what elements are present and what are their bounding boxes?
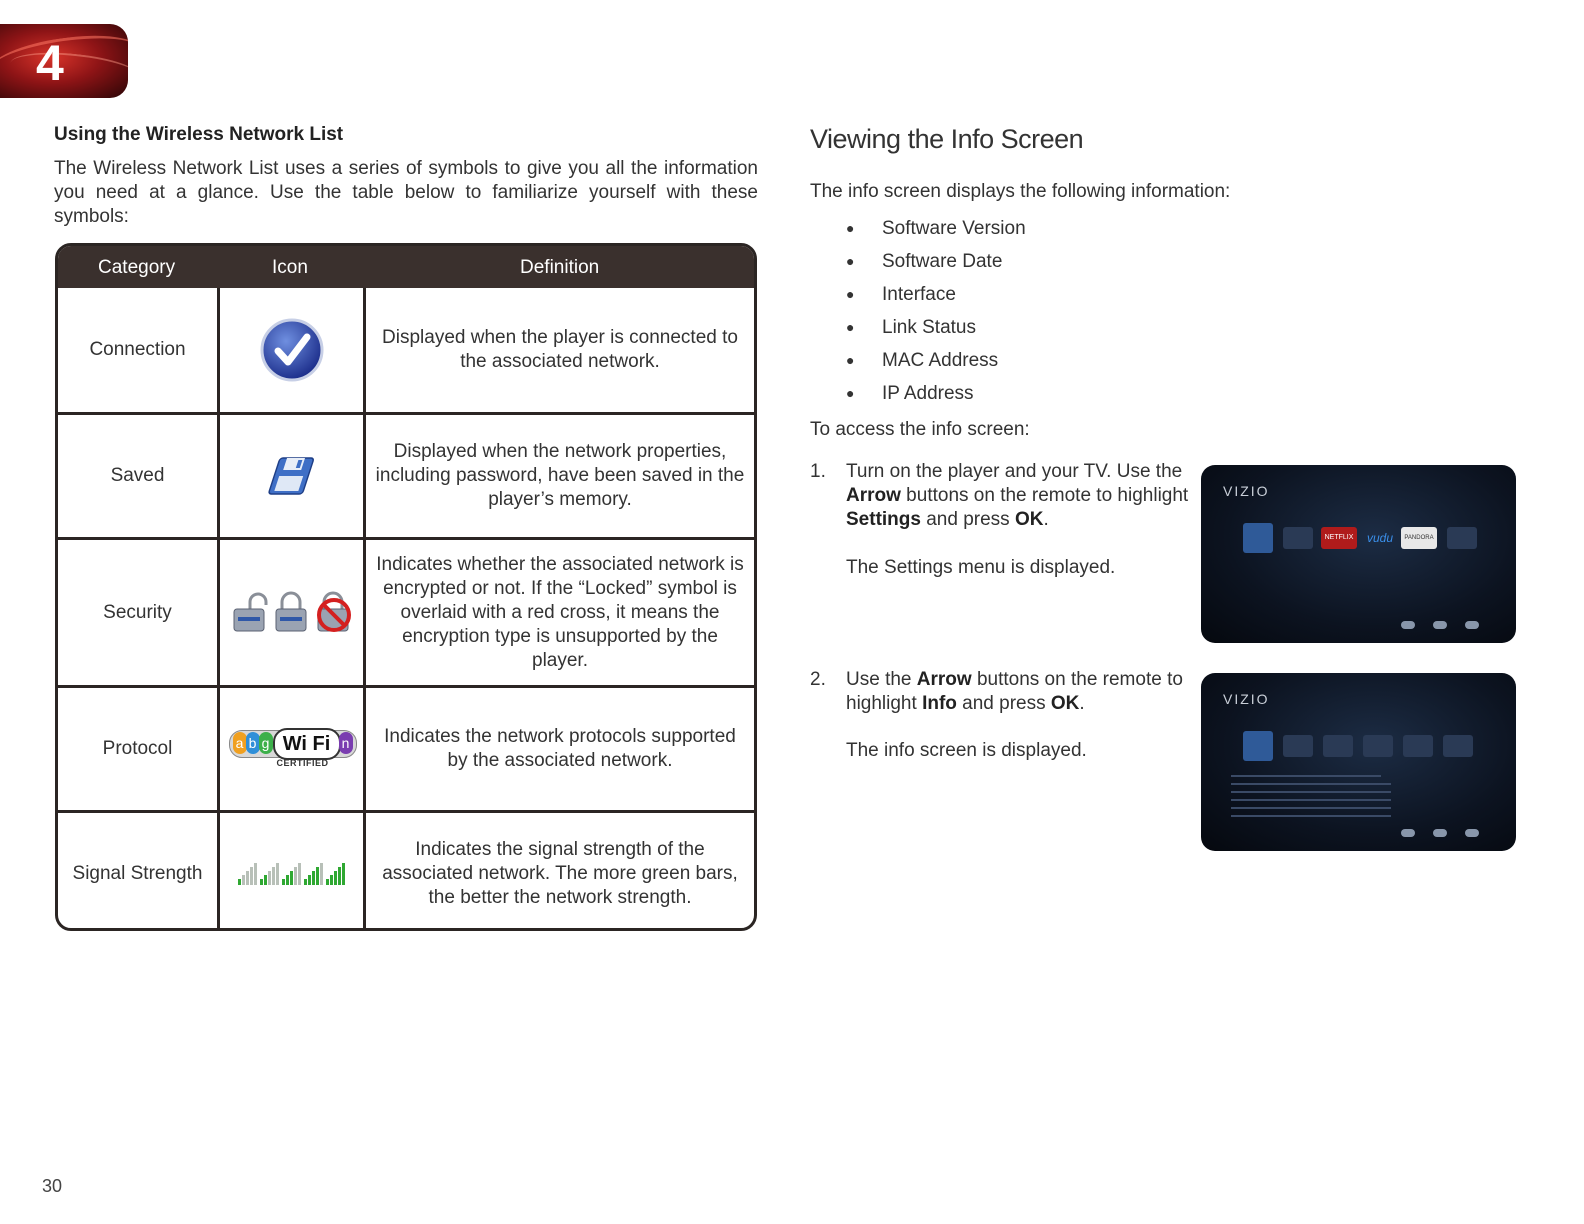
padlock-icons [220, 540, 363, 685]
vudu-tile: vudu [1366, 531, 1394, 545]
wifi-certified-icon [220, 688, 363, 810]
chapter-tab [0, 24, 128, 98]
row-definition: Indicates whether the associated network is encrypted or not. If the “Locked” symbol is overlaid with a red cross, it means the encryption type is unsupported by the player. [376, 553, 744, 671]
table-header [58, 246, 754, 288]
step-1-note: The Settings menu is displayed. [846, 557, 1116, 578]
row-definition: Displayed when the network properties, including password, have been saved in the player’s memory. [375, 441, 745, 510]
chapter-number: 4 [36, 35, 64, 91]
language-tile [1363, 735, 1393, 757]
info-line [1231, 807, 1391, 809]
remote-hint-icon [1465, 829, 1479, 837]
vizio-logo: VIZIO [1223, 483, 1270, 499]
access-instructions: To access the info screen: [810, 419, 1030, 440]
row-definition: Indicates the network protocols supported by the associated network. [384, 726, 736, 771]
info-line [1231, 791, 1391, 793]
info-line [1231, 783, 1391, 785]
section-heading: Using the Wireless Network List [54, 124, 344, 145]
table-row [58, 685, 754, 810]
page-number: 30 [42, 1176, 63, 1196]
step-number: 1. [810, 461, 826, 482]
display-tile [1283, 735, 1313, 757]
step-2-note: The info screen is displayed. [846, 740, 1087, 761]
wifi-letter-n: n [339, 732, 353, 754]
more-tile [1447, 527, 1477, 549]
media-tile [1283, 527, 1313, 549]
floppy-disk-icon [220, 415, 363, 537]
section-intro: The Wireless Network List uses a series of symbols to give you all the information you need at a glance. Use the table below to familiarize yourself with these symbols: [54, 158, 758, 227]
network-tile [1443, 735, 1473, 757]
header-definition: Definition [520, 257, 600, 278]
signal-bars-icon [220, 813, 363, 931]
remote-hint-icon [1465, 621, 1479, 629]
unlocked-padlock-icon [234, 594, 266, 631]
row-definition: Displayed when the player is connected to the associated network. [382, 327, 738, 372]
pandora-tile: PANDORA [1401, 527, 1437, 549]
remote-hint-icon [1401, 829, 1415, 837]
home-tile [1403, 735, 1433, 757]
list-item: ● Interface [846, 284, 956, 305]
locked-padlock-icon [276, 593, 306, 631]
remote-hint-icon [1433, 621, 1447, 629]
remote-hint-icon [1401, 621, 1415, 629]
check-circle-icon [220, 288, 363, 412]
table-row [58, 537, 754, 685]
row-category: Connection [89, 339, 186, 360]
table-row [58, 810, 754, 931]
info-screen-heading: Viewing the Info Screen [810, 124, 1084, 154]
vizio-logo: VIZIO [1223, 691, 1270, 707]
row-category: Security [103, 601, 172, 623]
step-number: 2. [810, 669, 826, 690]
list-item: ● IP Address [846, 383, 974, 404]
settings-tile [1243, 523, 1273, 553]
info-bullet-list [846, 212, 1026, 410]
list-item: ● Software Date [846, 251, 1003, 272]
wifi-letter-g: g [259, 732, 273, 754]
list-item: ● MAC Address [846, 350, 999, 371]
wifi-letter-a: a [233, 732, 247, 754]
header-category: Category [98, 257, 176, 278]
info-line [1231, 815, 1391, 817]
audio-tile [1323, 735, 1353, 757]
list-item: ● Software Version [846, 218, 1026, 239]
unsupported-padlock-icon [318, 593, 349, 631]
symbols-table [55, 243, 757, 931]
wifi-letter-b: b [246, 732, 260, 754]
netflix-tile: NETFLIX [1321, 527, 1357, 549]
step-text: Turn on the player and your TV. Use the Arrow buttons on the remote to highlight Settings and press OK. [846, 461, 1189, 530]
row-category: Saved [110, 465, 165, 486]
info-tile [1243, 731, 1273, 761]
row-category: Signal Strength [72, 862, 203, 884]
step-text: Use the Arrow buttons on the remote to highlight Info and press OK. [846, 669, 1183, 714]
column-divider [217, 288, 220, 928]
row-category: Protocol [102, 738, 173, 759]
list-item: ● Link Status [846, 317, 976, 338]
wifi-logo-text: Wi Fi [273, 728, 341, 760]
table-row [58, 412, 754, 537]
header-icon: Icon [272, 257, 308, 278]
info-line [1231, 775, 1381, 777]
settings-menu-screenshot [1201, 465, 1516, 643]
wifi-certified-text: CERTIFIED [276, 758, 329, 768]
column-divider [363, 288, 366, 928]
table-row [58, 288, 754, 412]
info-screen-screenshot [1201, 673, 1516, 851]
row-definition: Indicates the signal strength of the associated network. The more green bars, the better the network strength. [382, 838, 738, 908]
remote-hint-icon [1433, 829, 1447, 837]
info-line [1231, 799, 1391, 801]
info-screen-intro: The info screen displays the following information: [810, 181, 1231, 202]
